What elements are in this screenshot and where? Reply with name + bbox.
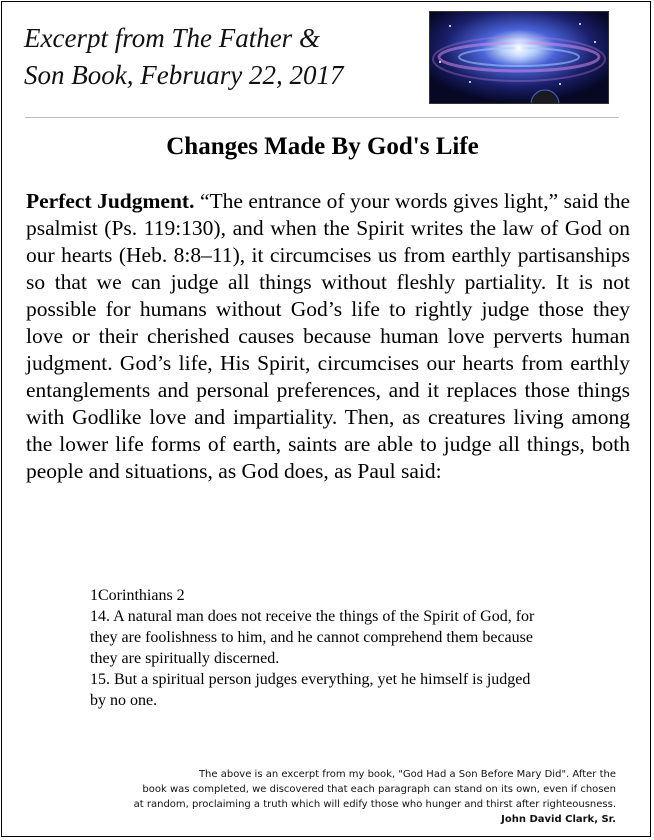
title-line-2: Son Book, February 22, 2017 <box>24 60 344 90</box>
page-title <box>24 20 424 94</box>
body-paragraph <box>26 188 630 485</box>
header-divider <box>25 117 619 118</box>
galaxy-image <box>429 11 609 104</box>
quote-verse-15: 15. But a spiritual person judges everything, yet he himself is judged by no one. <box>90 671 535 709</box>
quote-verse-14: 14. A natural man does not receive the things of the Spirit of God, for they are foolishness to him, and he cannot comprehend them because they are spiritually discerned. <box>90 608 539 667</box>
paragraph-lead: Perfect Judgment. <box>26 189 195 213</box>
footnote-line-1: The above is an excerpt from my book, "God Had a Son Before Mary Did". After the <box>198 769 616 780</box>
scripture-quote <box>90 585 540 711</box>
section-heading: Changes Made By God's Life <box>166 133 479 160</box>
footnote-author: John David Clark, Sr. <box>501 814 616 825</box>
footnote <box>20 767 616 827</box>
footnote-line-2: book was completed, we discovered that each paragraph can stand on its own, even if chosen <box>142 784 616 795</box>
footnote-line-3: at random, proclaiming a truth which will edify those who hunger and thirst after righteousness. <box>133 799 616 810</box>
paragraph-text: “The entrance of your words gives light,” said the psalmist (Ps. 119:130), and when the Spirit writes the law of God on our hearts (Heb. 8:8–11), it circumcises us from earthly partisanships so that we can judge all things without fleshly partiality. It is not possible for humans without God’s life to rightly judge those they love or their cherished causes because human love perverts human judgment. God’s life, His Spirit, circumcises our hearts from earthly entanglements and personal preferences, and it replaces those things with Godlike love and impartiality. Then, as creatures living among the lower life forms of earth, saints are able to judge all things, both people and situations, as God does, as Paul said: <box>26 189 631 483</box>
quote-reference: 1Corinthians 2 <box>90 587 185 604</box>
galaxy-icon <box>430 12 608 103</box>
title-line-1: Excerpt from The Father & <box>24 23 320 53</box>
